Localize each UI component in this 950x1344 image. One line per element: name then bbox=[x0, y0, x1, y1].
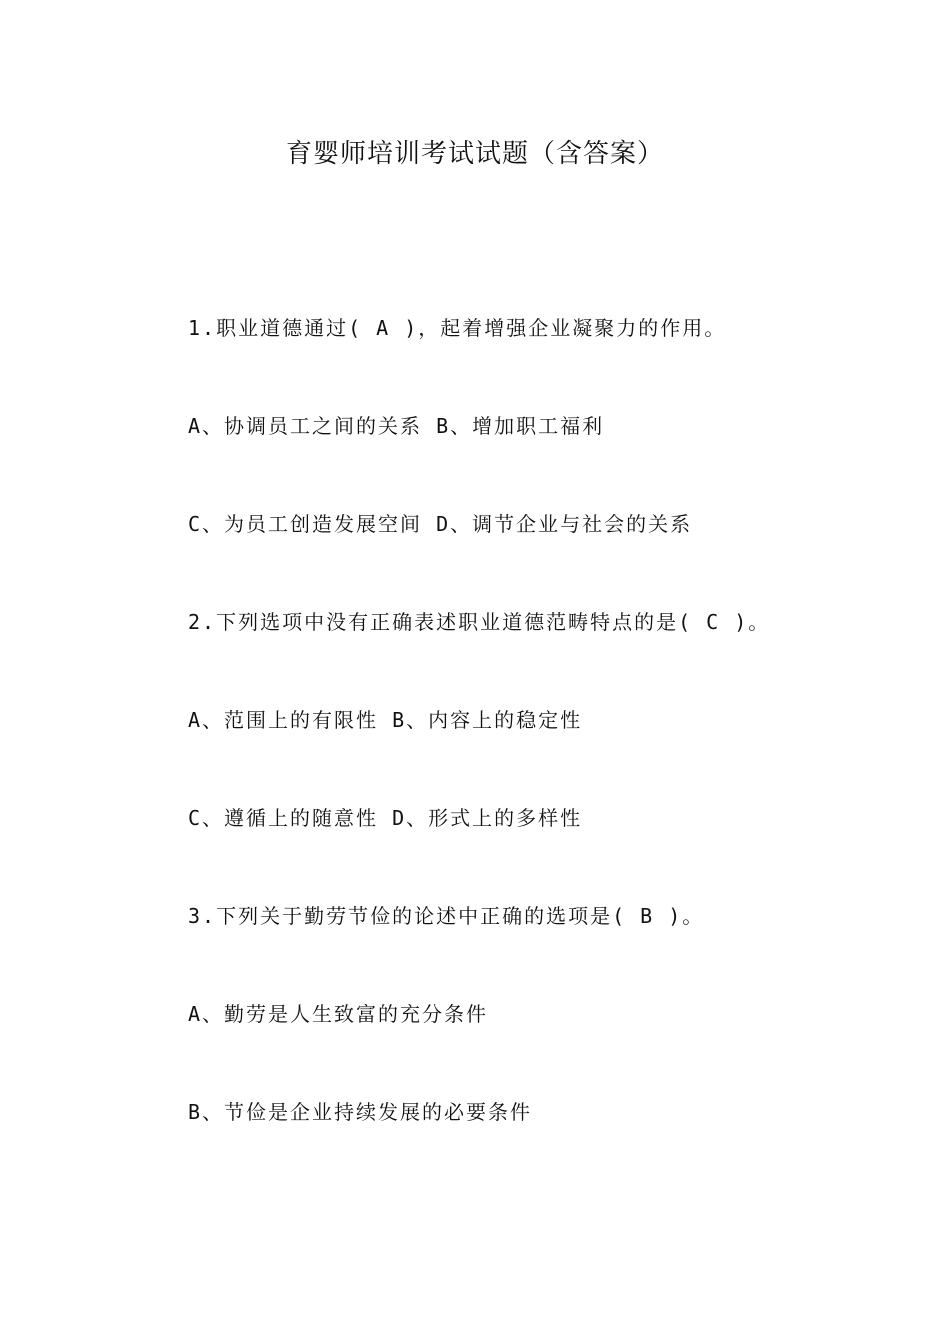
document-title: 育婴师培训考试试题（含答案） bbox=[285, 139, 664, 169]
question-3-stem: 3.下列关于勤劳节俭的论述中正确的选项是( B )。 bbox=[188, 904, 705, 928]
question-2-options-cd: C、遵循上的随意性 D、形式上的多样性 bbox=[188, 806, 583, 830]
question-2-stem: 2.下列选项中没有正确表述职业道德范畴特点的是( C )。 bbox=[188, 610, 771, 634]
question-1-options-cd: C、为员工创造发展空间 D、调节企业与社会的关系 bbox=[188, 512, 693, 536]
question-3-option-b: B、节俭是企业持续发展的必要条件 bbox=[188, 1100, 533, 1124]
question-2-options-ab: A、范围上的有限性 B、内容上的稳定性 bbox=[188, 708, 583, 732]
question-1-stem: 1.职业道德通过( A )，起着增强企业凝聚力的作用。 bbox=[188, 316, 727, 340]
question-list bbox=[188, 313, 908, 1195]
question-3-option-a: A、勤劳是人生致富的充分条件 bbox=[188, 1002, 489, 1026]
question-1-options-ab: A、协调员工之间的关系 B、增加职工福利 bbox=[188, 414, 605, 438]
